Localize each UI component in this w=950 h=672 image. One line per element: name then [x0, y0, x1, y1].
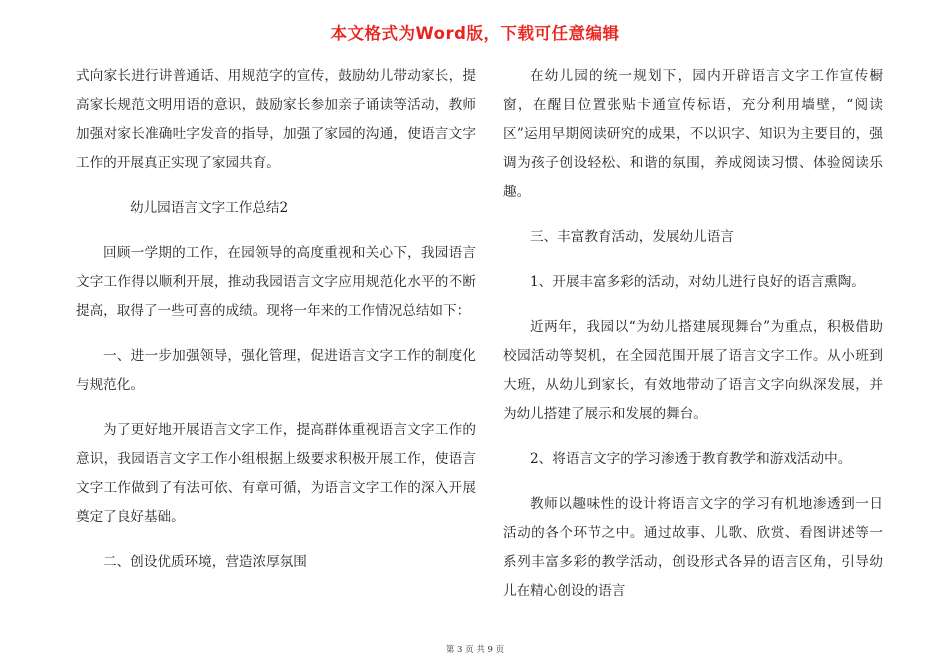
page-number: 第 3 页 共 9 页 [445, 645, 505, 655]
paragraph: 在幼儿园的统一规划下，园内开辟语言文字工作宣传橱窗，在醒目位置张贴卡通宣传标语，充分利用墙壁，“阅读区”运用早期阅读研究的成果，不以识字、知识为主要目的，强调为孩子创设轻松、和谐的氛围，养成阅读习惯、体验阅读乐趣。 [503, 68, 883, 200]
right-text-column [503, 62, 883, 606]
paragraph: 回顾一学期的工作，在园领导的高度重视和关心下，我园语言文字工作得以顺利开展，推动我园语言文字应用规范化水平的不断提高，取得了一些可喜的成绩。现将一年来的工作情况总结如下： [76, 245, 476, 319]
paragraph: 为了更好地开展语言文字工作，提高群体重视语言文字工作的意识，我园语言文字工作小组根据上级要求积极开展工作，使语言文字工作做到了有法可依、有章可循，为语言文字工作的深入开展奠定了良好基础。 [76, 422, 476, 525]
paragraph: 2、将语言文字的学习渗透于教育教学和游戏活动中。 [530, 451, 852, 467]
section-title: 幼儿园语言文字工作总结2 [130, 200, 289, 216]
paragraph: 近两年，我园以“为幼儿搭建展现舞台”为重点，积极借助校园活动等契机，在全园范围开展了语言文字工作。从小班到大班，从幼儿到家长，有效地带动了语言文字向纵深发展，并为幼儿搭建了展示和发展的舞台。 [503, 319, 883, 422]
paragraph: 1、开展丰富多彩的活动，对幼儿进行良好的语言熏陶。 [530, 274, 865, 290]
document-banner: 本文格式为Word版，下载可任意编辑 [330, 24, 620, 43]
left-text-column [76, 62, 476, 577]
paragraph: 二、创设优质环境，营造浓厚氛围 [103, 554, 307, 570]
paragraph: 三、丰富教育活动，发展幼儿语言 [530, 229, 734, 245]
paragraph: 式向家长进行讲普通话、用规范字的宣传，鼓励幼儿带动家长，提高家长规范文明用语的意识，鼓励家长参加亲子诵读等活动，教师加强对家长准确吐字发音的指导，加强了家园的沟通，使语言文字工作的开展真正实现了家园共育。 [76, 68, 476, 171]
paragraph: 一、进一步加强领导，强化管理，促进语言文字工作的制度化与规范化。 [76, 348, 476, 393]
paragraph: 教师以趣味性的设计将语言文字的学习有机地渗透到一日活动的各个环节之中。通过故事、儿歌、欣赏、看图讲述等一系列丰富多彩的教学活动，创设形式各异的语言区角，引导幼儿在精心创设的语言 [503, 496, 883, 599]
